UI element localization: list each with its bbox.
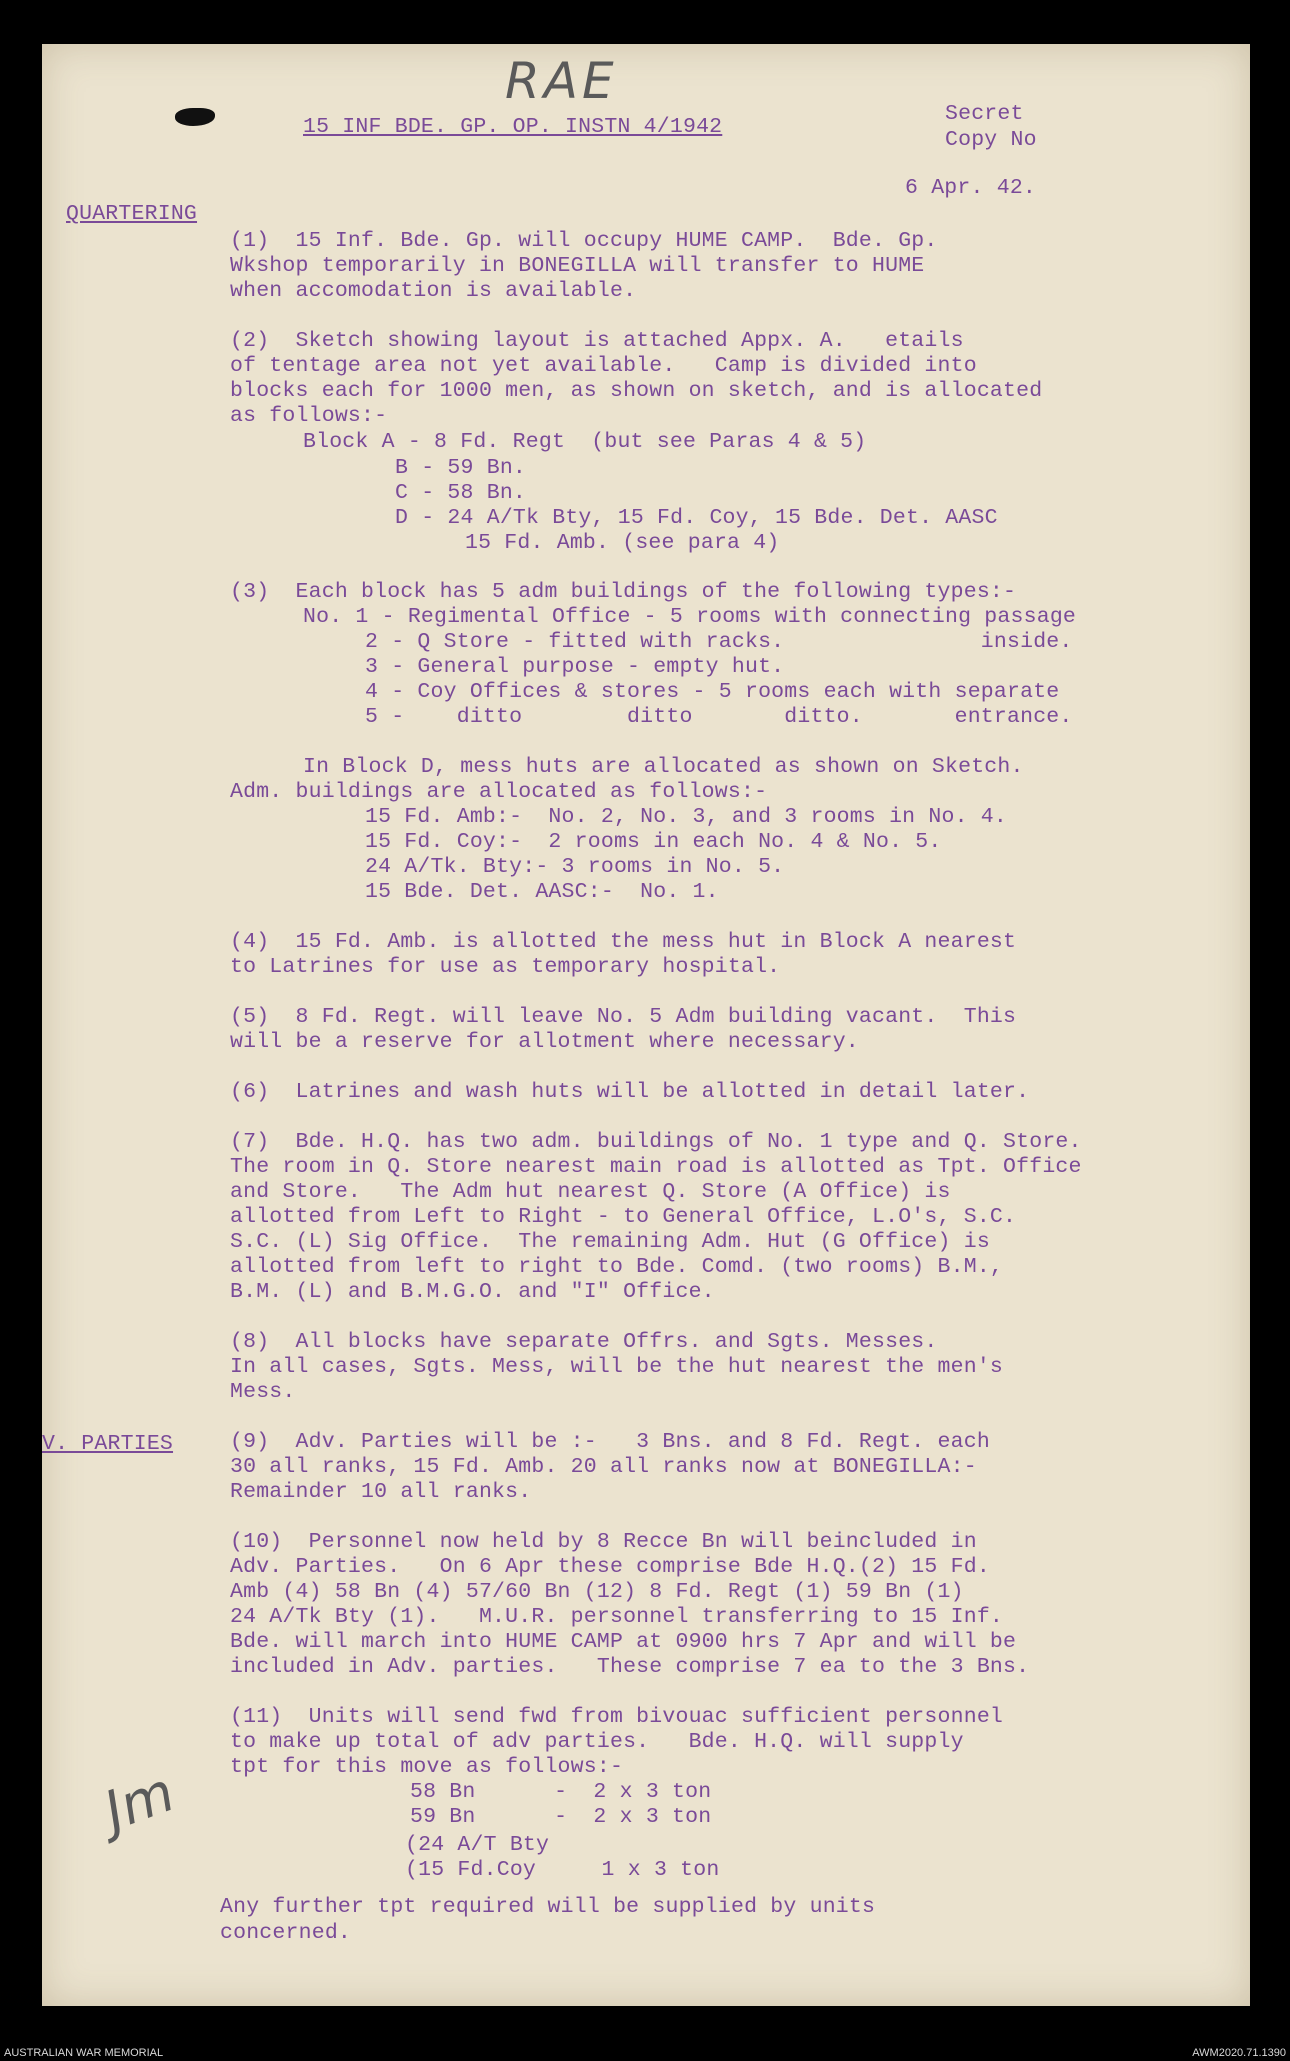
document-line: (24 A/T Bty: [405, 1833, 550, 1857]
document-line: The room in Q. Store nearest main road is allotted as Tpt. Office: [230, 1155, 1082, 1179]
footer-right: AWM2020.71.1390: [1192, 2047, 1286, 2059]
document-line: to Latrines for use as temporary hospital.: [230, 955, 781, 979]
document-line: allotted from Left to Right - to General Office, L.O's, S.C.: [230, 1205, 1017, 1229]
document-line: (6) Latrines and wash huts will be allotted in detail later.: [230, 1080, 1030, 1104]
document-line: (8) All blocks have separate Offrs. and Sgts. Messes.: [230, 1330, 938, 1354]
document-line: (2) Sketch showing layout is attached Appx. A. etails: [230, 329, 964, 353]
document-line: as follows:-: [230, 404, 388, 428]
document-line: (15 Fd.Coy 1 x 3 ton: [405, 1858, 720, 1882]
document-line: (5) 8 Fd. Regt. will leave No. 5 Adm building vacant. This: [230, 1005, 1017, 1029]
document-line: 24 A/Tk. Bty:- 3 rooms in No. 5.: [365, 855, 785, 879]
classification: Secret: [945, 102, 1024, 126]
handwritten-signature: Jm: [96, 1760, 183, 1843]
document-line: Remainder 10 all ranks.: [230, 1480, 532, 1504]
document-line: Wkshop temporarily in BONEGILLA will transfer to HUME: [230, 254, 925, 278]
document-line: 15 Fd. Amb. (see para 4): [465, 531, 780, 555]
document-line: and Store. The Adm hut nearest Q. Store (A Office) is: [230, 1180, 951, 1204]
document-line: (4) 15 Fd. Amb. is allotted the mess hut in Block A nearest: [230, 930, 1017, 954]
document-line: blocks each for 1000 men, as shown on sketch, and is allocated: [230, 379, 1043, 403]
document-line: B.M. (L) and B.M.G.O. and "I" Office.: [230, 1280, 715, 1304]
document-line: In Block D, mess huts are allocated as shown on Sketch.: [303, 755, 1024, 779]
document-line: B - 59 Bn.: [395, 456, 527, 480]
document-line: D - 24 A/Tk Bty, 15 Fd. Coy, 15 Bde. Det. AASC: [395, 506, 998, 530]
document-line: 2 - Q Store - fitted with racks. inside.: [365, 630, 1073, 654]
document-line: 3 - General purpose - empty hut.: [365, 655, 785, 679]
document-line: 15 Fd. Coy:- 2 rooms in each No. 4 & No. 5.: [365, 830, 942, 854]
document-line: Block A - 8 Fd. Regt (but see Paras 4 & 5): [303, 430, 867, 454]
footer-left: AUSTRALIAN WAR MEMORIAL: [4, 2047, 164, 2059]
document-line: of tentage area not yet available. Camp is divided into: [230, 354, 977, 378]
document-line: C - 58 Bn.: [395, 481, 527, 505]
document-line: (3) Each block has 5 adm buildings of the following types:-: [230, 580, 1017, 604]
document-line: (1) 15 Inf. Bde. Gp. will occupy HUME CAMP. Bde. Gp.: [230, 229, 938, 253]
document-line: 15 Bde. Det. AASC:- No. 1.: [365, 880, 719, 904]
document-line: 15 Fd. Amb:- No. 2, No. 3, and 3 rooms in No. 4.: [365, 805, 1008, 829]
document-line: No. 1 - Regimental Office - 5 rooms with connecting passage: [303, 605, 1077, 629]
document-line: In all cases, Sgts. Mess, will be the hut nearest the men's: [230, 1355, 1004, 1379]
document-line: Adv. Parties. On 6 Apr these comprise Bde H.Q.(2) 15 Fd.: [230, 1555, 990, 1579]
document-line: 5 - ditto ditto ditto. entrance.: [365, 705, 1073, 729]
document-line: 59 Bn - 2 x 3 ton: [410, 1805, 712, 1829]
copy-number: Copy No: [945, 128, 1037, 152]
document-line: (11) Units will send fwd from bivouac sufficient personnel: [230, 1705, 1004, 1729]
document-line: (10) Personnel now held by 8 Recce Bn will beincluded in: [230, 1530, 977, 1554]
document-line: will be a reserve for allotment where necessary.: [230, 1030, 859, 1054]
document-line: Any further tpt required will be supplied by units: [220, 1895, 876, 1919]
document-line: 4 - Coy Offices & stores - 5 rooms each with separate: [365, 680, 1060, 704]
document-line: (7) Bde. H.Q. has two adm. buildings of No. 1 type and Q. Store.: [230, 1130, 1082, 1154]
margin-heading-quartering: QUARTERING: [66, 202, 198, 226]
document-line: allotted from left to right to Bde. Comd. (two rooms) B.M.,: [230, 1255, 1004, 1279]
document-line: concerned.: [220, 1921, 352, 1945]
document-line: 58 Bn - 2 x 3 ton: [410, 1780, 712, 1804]
document-line: Adm. buildings are allocated as follows:-: [230, 780, 768, 804]
document-line: 30 all ranks, 15 Fd. Amb. 20 all ranks now at BONEGILLA:-: [230, 1455, 977, 1479]
document-line: S.C. (L) Sig Office. The remaining Adm. Hut (G Office) is: [230, 1230, 990, 1254]
margin-heading-parties: V. PARTIES: [42, 1432, 174, 1456]
document-line: tpt for this move as follows:-: [230, 1755, 624, 1779]
document-date: 6 Apr. 42.: [905, 176, 1037, 200]
handwritten-header: RAE: [505, 52, 618, 110]
document-line: Bde. will march into HUME CAMP at 0900 hrs 7 Apr and will be: [230, 1630, 1017, 1654]
document-line: Mess.: [230, 1380, 296, 1404]
document-line: to make up total of adv parties. Bde. H.Q. will supply: [230, 1730, 964, 1754]
document-line: when accomodation is available.: [230, 279, 637, 303]
document-line: included in Adv. parties. These comprise 7 ea to the 3 Bns.: [230, 1655, 1030, 1679]
document-line: (9) Adv. Parties will be :- 3 Bns. and 8 Fd. Regt. each: [230, 1430, 990, 1454]
document-line: 24 A/Tk Bty (1). M.U.R. personnel transferring to 15 Inf.: [230, 1605, 1004, 1629]
document-line: Amb (4) 58 Bn (4) 57/60 Bn (12) 8 Fd. Regt (1) 59 Bn (1): [230, 1580, 964, 1604]
document-title: 15 INF BDE. GP. OP. INSTN 4/1942: [303, 115, 723, 139]
